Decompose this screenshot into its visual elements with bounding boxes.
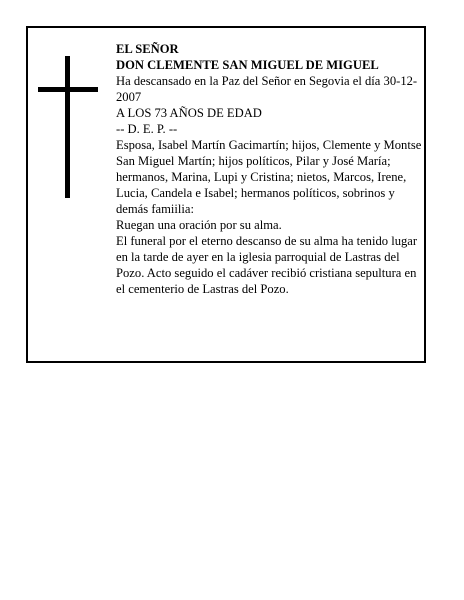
rip-line: -- D. E. P. -- xyxy=(116,122,178,136)
obituary-notice xyxy=(26,26,426,363)
deceased-name: DON CLEMENTE SAN MIGUEL DE MIGUEL xyxy=(116,58,379,72)
cross-vertical-bar xyxy=(65,56,70,198)
age-line: A LOS 73 AÑOS DE EDAD xyxy=(116,106,262,120)
prayer-line: Ruegan una oración por su alma. xyxy=(116,218,282,232)
obituary-heading: EL SEÑOR xyxy=(116,42,179,56)
funeral-paragraph: El funeral por el eterno descanso de su alma ha tenido lugar en la tarde de ayer en la iglesia parroquial de Lastras del Pozo. Acto seguido el cadáver recibió cristiana sepultura en el cementerio de Lastras del Pozo. xyxy=(116,234,418,296)
cross-horizontal-bar xyxy=(38,87,98,92)
cross-icon xyxy=(38,56,98,198)
obituary-text xyxy=(116,41,424,297)
death-statement: Ha descansado en la Paz del Señor en Segovia el día 30-12-2007 xyxy=(116,74,418,104)
family-paragraph: Esposa, Isabel Martín Gacimartín; hijos, Clemente y Montse San Miguel Martín; hijos políticos, Pilar y José María; hermanos, Marina, Lupi y Cristina; nietos, Marcos, Irene, Lucia, Candela e Isabel; hermanos políticos, sobrinos y demás famiilia: xyxy=(116,138,422,216)
